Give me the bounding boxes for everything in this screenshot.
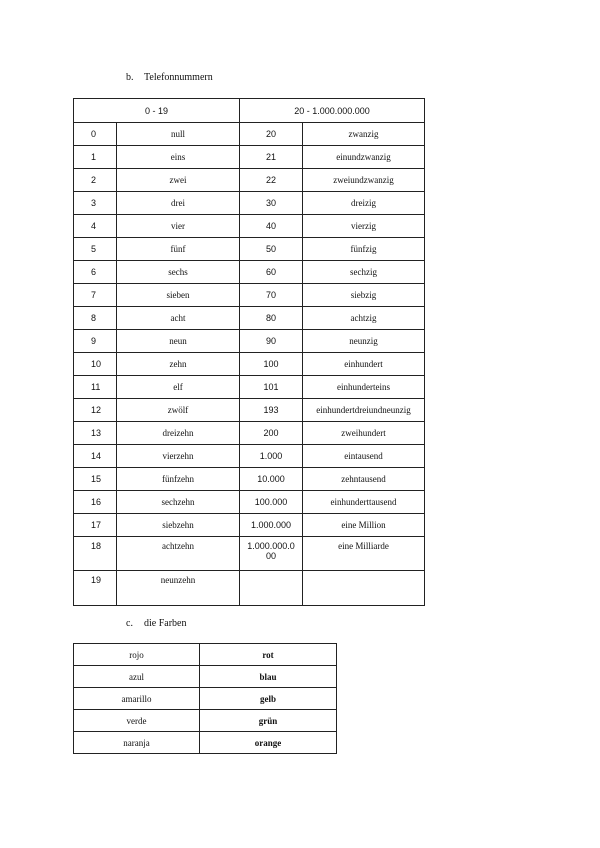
word-cell: drei (117, 192, 240, 215)
word-cell: dreizig (303, 192, 425, 215)
table-row (74, 238, 425, 261)
spanish-color-cell: verde (74, 710, 200, 732)
word-cell: zweihundert (303, 422, 425, 445)
number-cell: 80 (240, 307, 303, 330)
table-row (74, 710, 337, 732)
word-cell: siebzig (303, 284, 425, 307)
number-cell: 6 (74, 261, 117, 284)
table-row (74, 468, 425, 491)
word-cell: achtzehn (117, 537, 240, 571)
number-cell: 100.000 (240, 491, 303, 514)
word-cell: sechzig (303, 261, 425, 284)
table-row (74, 353, 425, 376)
table-row (74, 146, 425, 169)
number-cell: 3 (74, 192, 117, 215)
table-row (74, 261, 425, 284)
german-color-cell: gelb (200, 688, 337, 710)
word-cell: sieben (117, 284, 240, 307)
word-cell: zehntausend (303, 468, 425, 491)
section-b-letter: b. (126, 72, 134, 83)
word-cell: einundzwanzig (303, 146, 425, 169)
word-cell: eine Milliarde (303, 537, 425, 571)
word-cell: zehn (117, 353, 240, 376)
number-cell: 19 (74, 571, 117, 606)
number-cell: 15 (74, 468, 117, 491)
number-cell: 101 (240, 376, 303, 399)
word-cell: zwei (117, 169, 240, 192)
table-row (74, 537, 425, 571)
number-cell: 11 (74, 376, 117, 399)
header-range-small: 0 - 19 (74, 99, 240, 123)
table-row (74, 307, 425, 330)
word-cell (303, 571, 425, 606)
german-color-cell: orange (200, 732, 337, 754)
word-cell: fünf (117, 238, 240, 261)
number-cell: 10.000 (240, 468, 303, 491)
spanish-color-cell: amarillo (74, 688, 200, 710)
table-row (74, 732, 337, 754)
number-cell: 2 (74, 169, 117, 192)
colors-table (73, 643, 337, 754)
word-cell: siebzehn (117, 514, 240, 537)
number-cell: 5 (74, 238, 117, 261)
word-cell: elf (117, 376, 240, 399)
word-cell: einhundert (303, 353, 425, 376)
number-cell: 1.000.000.0 00 (240, 537, 303, 571)
section-b-title: Telefonnummern (144, 72, 213, 83)
section-b-heading (126, 72, 213, 83)
numbers-table (73, 98, 425, 606)
table-row (74, 422, 425, 445)
word-cell: neunzehn (117, 571, 240, 606)
word-cell: eintausend (303, 445, 425, 468)
table-row (74, 644, 337, 666)
number-cell: 22 (240, 169, 303, 192)
table-row (74, 330, 425, 353)
number-cell: 16 (74, 491, 117, 514)
word-cell: vierzig (303, 215, 425, 238)
word-cell: eine Million (303, 514, 425, 537)
table-row (74, 284, 425, 307)
word-cell: acht (117, 307, 240, 330)
word-cell: neun (117, 330, 240, 353)
table-row (74, 491, 425, 514)
word-cell: zwölf (117, 399, 240, 422)
header-range-large: 20 - 1.000.000.000 (240, 99, 425, 123)
word-cell: fünfzehn (117, 468, 240, 491)
word-cell: fünfzig (303, 238, 425, 261)
table-row (74, 571, 425, 606)
number-cell: 17 (74, 514, 117, 537)
section-c-letter: c. (126, 618, 133, 629)
word-cell: eins (117, 146, 240, 169)
number-cell (240, 571, 303, 606)
word-cell: vierzehn (117, 445, 240, 468)
table-row (74, 123, 425, 146)
number-cell: 50 (240, 238, 303, 261)
spanish-color-cell: azul (74, 666, 200, 688)
number-cell: 193 (240, 399, 303, 422)
german-color-cell: blau (200, 666, 337, 688)
word-cell: sechs (117, 261, 240, 284)
table-row (74, 514, 425, 537)
table-row (74, 399, 425, 422)
number-cell: 21 (240, 146, 303, 169)
number-cell: 200 (240, 422, 303, 445)
number-cell: 40 (240, 215, 303, 238)
number-cell: 7 (74, 284, 117, 307)
table-row (74, 215, 425, 238)
numbers-header-row (74, 99, 425, 123)
number-cell: 100 (240, 353, 303, 376)
number-cell: 70 (240, 284, 303, 307)
table-row (74, 688, 337, 710)
table-row (74, 376, 425, 399)
word-cell: neunzig (303, 330, 425, 353)
table-row (74, 169, 425, 192)
table-row (74, 666, 337, 688)
german-color-cell: rot (200, 644, 337, 666)
number-cell: 18 (74, 537, 117, 571)
word-cell: vier (117, 215, 240, 238)
table-row (74, 445, 425, 468)
number-cell: 20 (240, 123, 303, 146)
table-row (74, 192, 425, 215)
number-cell: 9 (74, 330, 117, 353)
number-cell: 90 (240, 330, 303, 353)
word-cell: zwanzig (303, 123, 425, 146)
german-color-cell: grün (200, 710, 337, 732)
word-cell: zweiundzwanzig (303, 169, 425, 192)
word-cell: einhunderteins (303, 376, 425, 399)
word-cell: einhundertdreiundneunzig (303, 399, 425, 422)
section-c-title: die Farben (144, 618, 187, 629)
number-cell: 12 (74, 399, 117, 422)
number-cell: 13 (74, 422, 117, 445)
section-c-heading (126, 618, 187, 629)
number-cell: 60 (240, 261, 303, 284)
number-cell: 8 (74, 307, 117, 330)
word-cell: achtzig (303, 307, 425, 330)
word-cell: dreizehn (117, 422, 240, 445)
word-cell: sechzehn (117, 491, 240, 514)
number-cell: 0 (74, 123, 117, 146)
number-cell: 30 (240, 192, 303, 215)
word-cell: null (117, 123, 240, 146)
number-cell: 1 (74, 146, 117, 169)
number-cell: 1.000 (240, 445, 303, 468)
number-cell: 14 (74, 445, 117, 468)
word-cell: einhunderttausend (303, 491, 425, 514)
number-cell: 10 (74, 353, 117, 376)
number-cell: 4 (74, 215, 117, 238)
number-cell: 1.000.000 (240, 514, 303, 537)
spanish-color-cell: rojo (74, 644, 200, 666)
spanish-color-cell: naranja (74, 732, 200, 754)
